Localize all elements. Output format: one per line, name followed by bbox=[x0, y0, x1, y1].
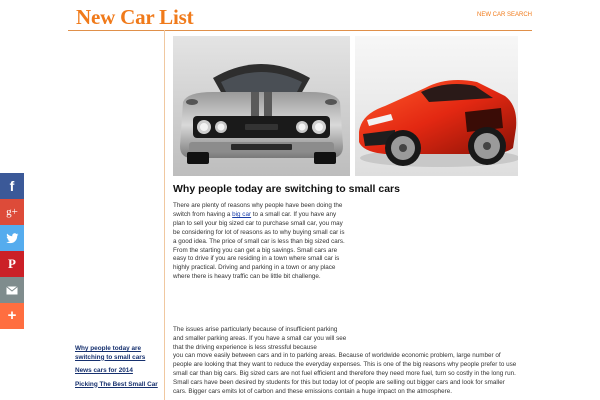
sidebar-recent-posts bbox=[75, 345, 163, 394]
google-plus-icon: g+ bbox=[6, 206, 18, 218]
article-paragraph-1 bbox=[173, 202, 349, 282]
new-car-search-link[interactable]: NEW CAR SEARCH bbox=[476, 12, 532, 18]
twitter-icon bbox=[6, 233, 19, 244]
paragraph-text: to a small car. If you have any plan to sell your big sized car to purchase small car, you may be considering for lot of reasons as to why buying small car is a good idea. The price of small car is less than big sized cars. From the starting you can get a big savings. Small cars are easy to drive if you are residing in a town where small car is highly practical. Driving and parking in a town or any place where there is heavy traffic can be little bit challenge. bbox=[173, 210, 345, 281]
more-share-icon: + bbox=[7, 307, 17, 324]
social-share-bar bbox=[0, 173, 24, 329]
red-sports-car-illustration bbox=[355, 36, 518, 176]
list-item bbox=[75, 367, 163, 376]
email-share-button[interactable] bbox=[0, 277, 24, 303]
google-plus-share-button[interactable] bbox=[0, 199, 24, 225]
paragraph-text: There are plenty of reasons why people have been doing the switch from having a bbox=[173, 202, 343, 218]
pinterest-share-button[interactable] bbox=[0, 251, 24, 277]
sidebar-link-small-cars[interactable]: Why people today are switching to small cars bbox=[75, 345, 146, 361]
red-sports-car-photo bbox=[355, 36, 518, 176]
sidebar-divider bbox=[164, 30, 165, 400]
muscle-car-illustration bbox=[173, 36, 350, 176]
article-title: Why people today are switching to small cars bbox=[173, 183, 400, 195]
list-item bbox=[75, 345, 163, 362]
twitter-share-button[interactable] bbox=[0, 225, 24, 251]
muscle-car-photo bbox=[173, 36, 350, 176]
list-item bbox=[75, 381, 163, 390]
article-paragraph-2: The issues arise particularly because of insufficient parking and smaller parking areas. If you have a small car you will see that the driving experience is less stressful because bbox=[173, 326, 347, 351]
sidebar-link-best-small-car[interactable]: Picking The Best Small Car bbox=[75, 380, 158, 388]
big-car-link[interactable]: big car bbox=[232, 210, 252, 218]
email-icon bbox=[6, 286, 18, 295]
facebook-icon: f bbox=[9, 178, 15, 194]
header-divider bbox=[68, 30, 532, 31]
pinterest-icon: P bbox=[8, 256, 16, 271]
site-title[interactable]: New Car List bbox=[76, 5, 194, 29]
facebook-share-button[interactable] bbox=[0, 173, 24, 199]
article-paragraph-3: you can move easily between cars and in to parking areas. Because of worldwide economic problem, large number of people are looking that they want to reduce the everyday expenses. This is one of the big reasons why people prefer to use small car than big cars. Big sized cars are not fuel efficient and therefore they need more fuel, turn so costly in the long run. Small cars have been desired by students for this but today lot of people are selling out bigger cars and look for smaller cars. Bigger cars emits lot of carbon and these emissions contain a huge impact on the atmosphere. bbox=[173, 352, 517, 395]
more-share-button[interactable] bbox=[0, 303, 24, 329]
sidebar-link-new-cars-2014[interactable]: News cars for 2014 bbox=[75, 367, 133, 374]
